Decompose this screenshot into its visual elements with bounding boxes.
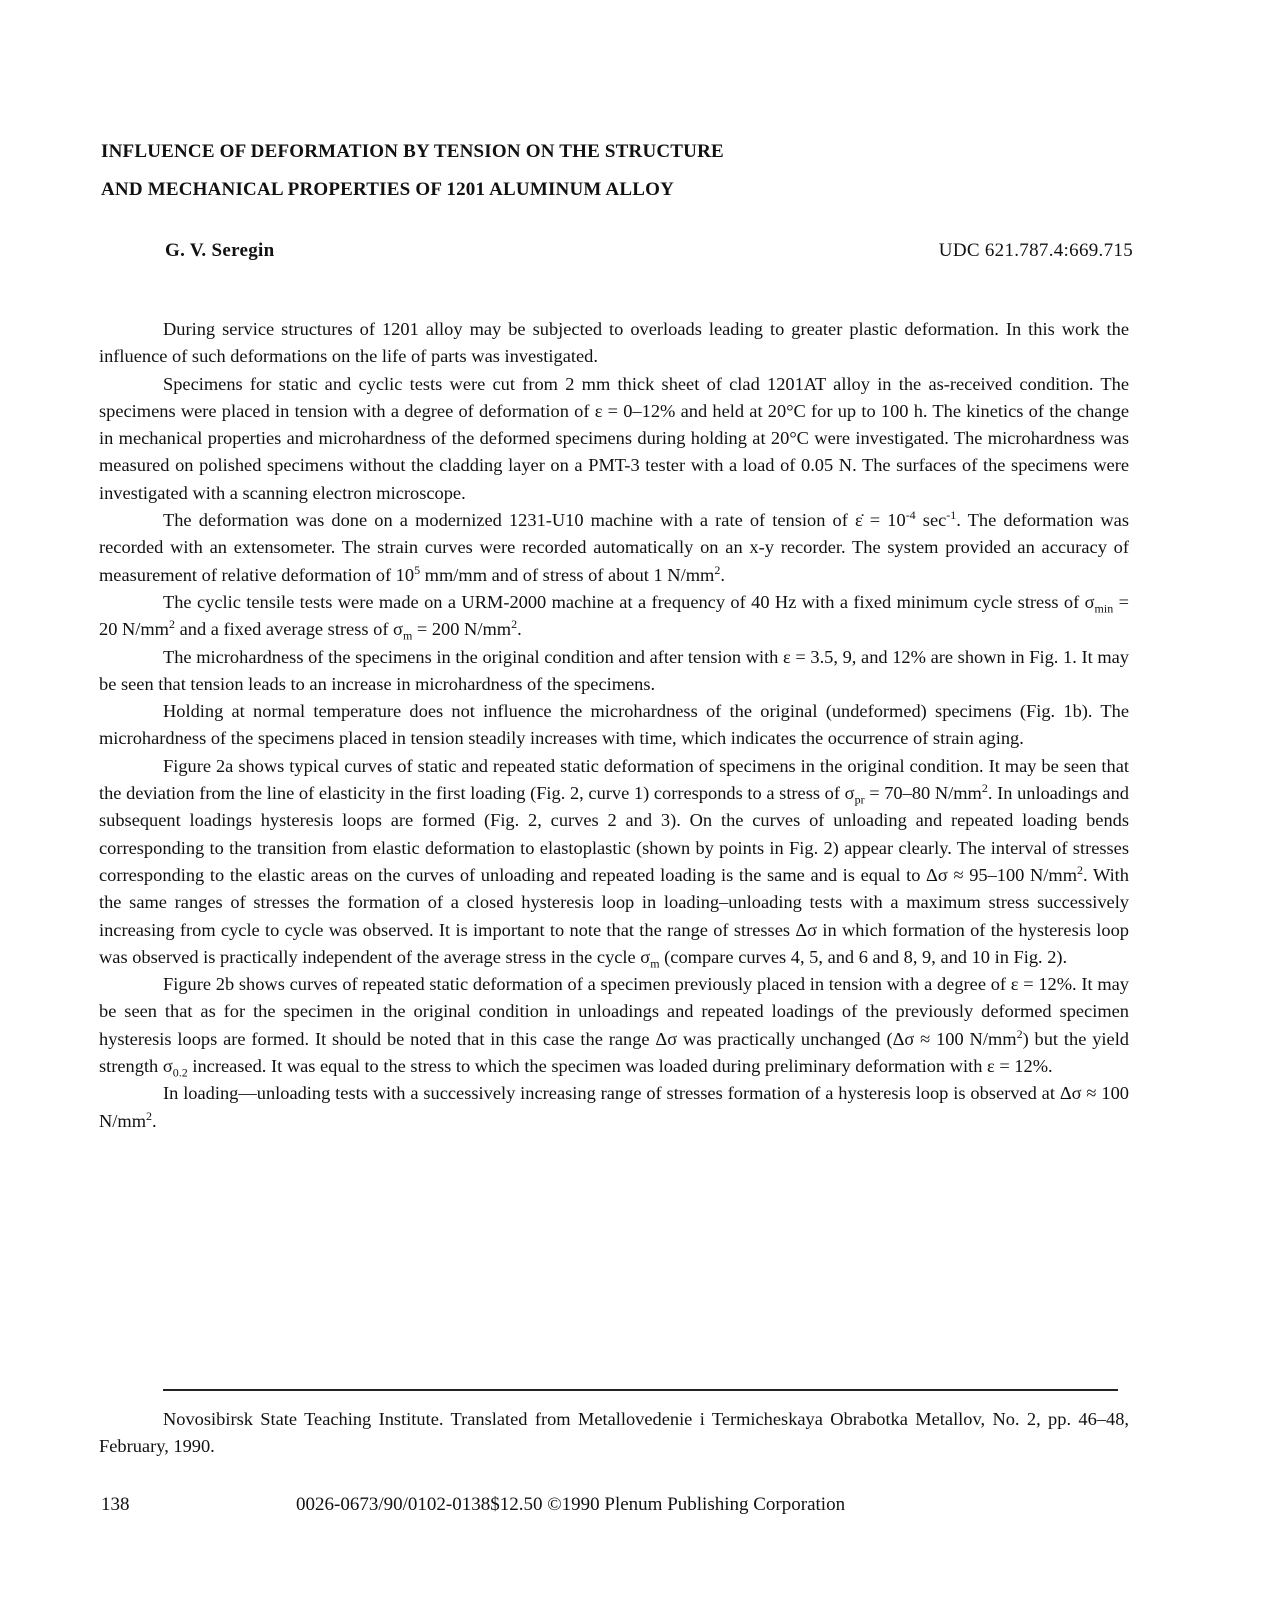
footnote [99, 1406, 1129, 1461]
footnote-text: Novosibirsk State Teaching Institute. Translated from Metallovedenie i Termicheskaya Obrabotka Metallov, No. 2, pp. 46–48, February, 1990. [99, 1409, 1129, 1457]
paragraph-9: In loading—unloading tests with a successively increasing range of stresses formation of a hysteresis loop is observed at Δσ ≈ 100 $N/mm^2$. [99, 1083, 1129, 1131]
paragraph-2: Specimens for static and cyclic tests were cut from 2 mm thick sheet of clad 1201AT alloy in the as-received condition. The specimens were placed in tension with a degree of deformation of ε = 0–12% and held at 20°C for up to 100 h. The kinetics of the change in mechanical properties and microhardness of the deformed specimens during holding at 20°C were investigated. The microhardness was measured on polished specimens without the cladding layer on a PMT-3 tester with a load of 0.05 N. The surfaces of the specimens were investigated with a scanning electron microscope. [99, 373, 1129, 503]
copyright-line: 0026-0673/90/0102-0138$12.50 ©1990 Plenum Publishing Corporation [296, 1494, 846, 1515]
title-line-2: AND MECHANICAL PROPERTIES OF 1201 ALUMINUM ALLOY [101, 179, 674, 200]
page-number: 138 [101, 1494, 130, 1515]
paragraph-3: The deformation was done on a modernized 1231-U10 machine with a rate of tension of ε̇ = $10^{-4}$ $\sec^{-1}$. The deformation was recorded with an extensometer. The strain curves were recorded automatically on an x-y recorder. The system provided an accuracy of measurement of relative deformation of $10^5$ mm/mm and of stress of about 1 $N/mm^2$. [99, 507, 1129, 585]
article-body [99, 316, 1129, 1135]
paragraph-8: Figure 2b shows curves of repeated static deformation of a specimen previously placed in tension with a degree of ε = 12%. It may be seen that as for the specimen in the original condition in unloadings and repeated loadings of the previously deformed specimen hysteresis loops are formed. It should be noted that in this case the range Δσ was practically unchanged (Δσ ≈ 100 $N/mm^2$) but the yield strength $\sigma_{0.2}$ increased. It was equal to the stress to which the specimen was loaded during preliminary deformation with ε = 12%. [99, 974, 1129, 1080]
title-line-1: INFLUENCE OF DEFORMATION BY TENSION ON THE STRUCTURE [101, 141, 724, 162]
paragraph-4: The cyclic tensile tests were made on a URM-2000 machine at a frequency of 40 Hz with a fixed minimum cycle stress of $\sigma_{min} = 20$ $N/mm^2$ and a fixed average stress of $\sigma_m = 200$ $N/mm^2$. [99, 591, 1129, 643]
paragraph-6: Holding at normal temperature does not influence the microhardness of the original (undeformed) specimens (Fig. 1b). The microhardness of the specimens placed in tension steadily increases with time, which indicates the occurrence of strain aging. [99, 701, 1129, 749]
paragraph-7: Figure 2a shows typical curves of static and repeated static deformation of specimens in the original condition. It may be seen that the deviation from the line of elasticity in the first loading (Fig. 2, curve 1) corresponds to a stress of $\sigma_{pr} = 70-80$ $N/mm^2$. In unloadings and subsequent loadings hysteresis loops are formed (Fig. 2, curves 2 and 3). On the curves of unloading and repeated loading bends corresponding to the transition from elastic deformation to elastoplastic (shown by points in Fig. 2) appear clearly. The interval of stresses corresponding to the elastic areas on the curves of unloading and repeated loading is the same and is equal to Δσ ≈ 95–100 $N/mm^2$. With the same ranges of stresses the formation of a closed hysteresis loop in loading–unloading tests with a maximum stress successively increasing from cycle to cycle was observed. It is important to note that the range of stresses Δσ in which formation of the hysteresis loop was observed is practically independent of the average stress in the cycle $\sigma_m$ (compare curves 4, 5, and 6 and 8, 9, and 10 in Fig. 2). [99, 755, 1129, 971]
paragraph-5: The microhardness of the specimens in the original condition and after tension with ε = 3.5, 9, and 12% are shown in Fig. 1. It may be seen that tension leads to an increase in microhardness of the specimens. [99, 646, 1129, 694]
udc-code: UDC 621.787.4:669.715 [938, 240, 1133, 261]
footnote-divider [163, 1389, 1118, 1391]
author-name: G. V. Seregin [165, 240, 275, 261]
paragraph-1: During service structures of 1201 alloy may be subjected to overloads leading to greater plastic deformation. In this work the influence of such deformations on the life of parts was investigated. [99, 319, 1129, 367]
article-title [101, 133, 1101, 209]
